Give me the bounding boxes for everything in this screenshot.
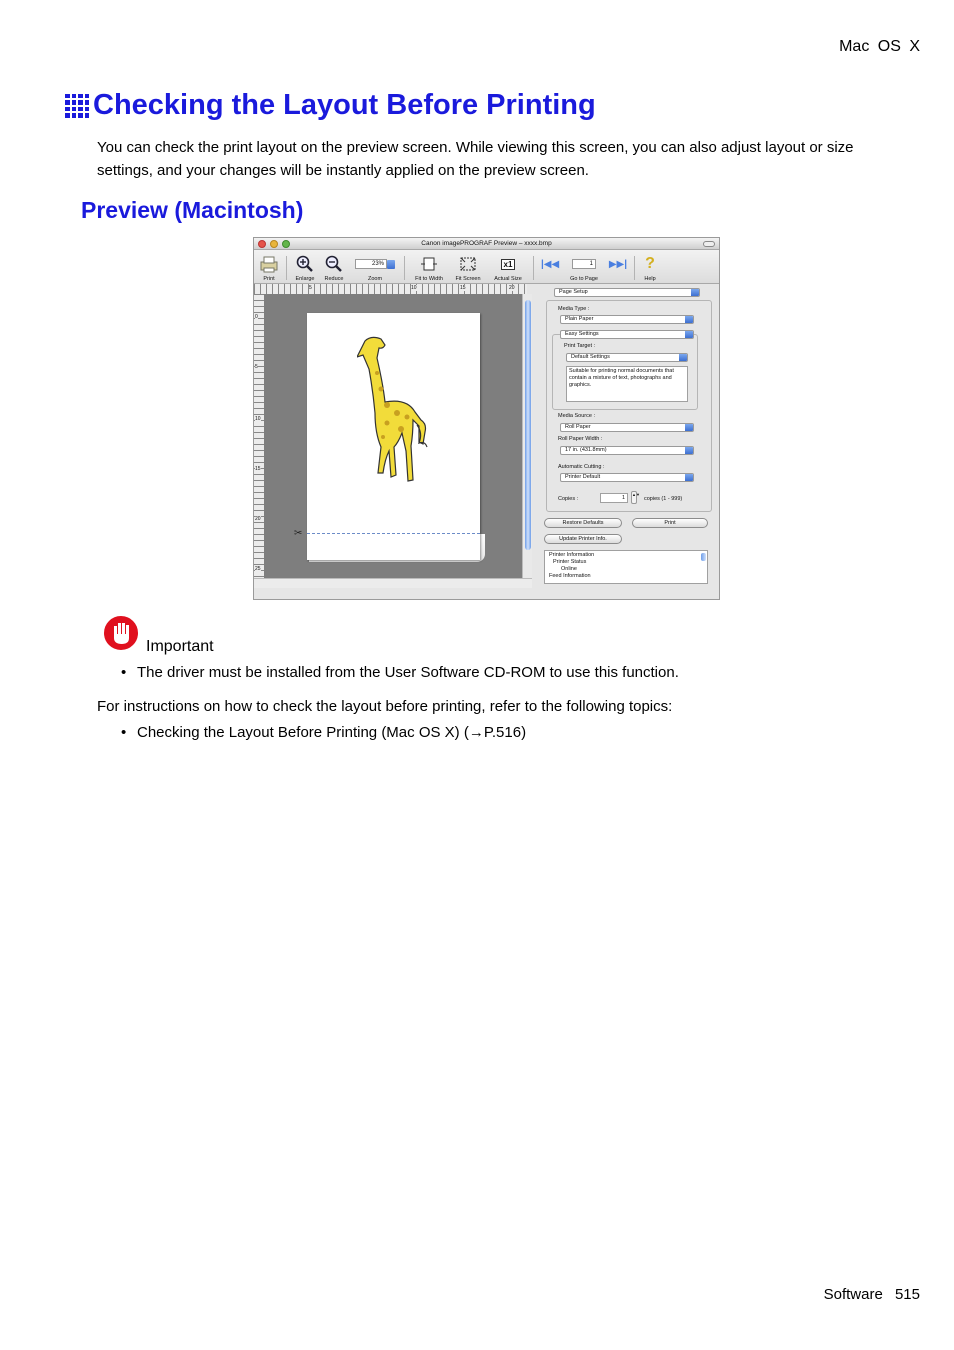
section-title: Preview (Macintosh)	[81, 197, 304, 223]
scissors-icon: ✂	[294, 528, 303, 539]
intro-paragraph: You can check the print layout on the preview screen. While viewing this screen, you can also adjust layout or size settings, and your changes will be instantly applied on the preview screen.	[97, 139, 854, 179]
print-button[interactable]: Print	[632, 518, 708, 528]
important-bullet: • The driver must be installed from the User Software CD-ROM to use this function.	[137, 662, 679, 684]
media-source-select[interactable]: Roll Paper	[560, 423, 694, 432]
page-title-text: Checking the Layout Before Printing	[93, 89, 596, 121]
page-number-field[interactable]: 1	[572, 259, 596, 269]
scroll-thumb[interactable]	[525, 300, 531, 550]
actual-size-icon: x1	[498, 254, 518, 274]
zoom-out-icon	[324, 254, 344, 274]
print-tool-button[interactable]: Print	[258, 254, 280, 282]
actual-size-button[interactable]: x1 Actual Size	[489, 254, 527, 282]
easy-settings-select[interactable]: Easy Settings	[560, 330, 694, 339]
roll-width-select[interactable]: 17 in. (431.8mm)	[560, 446, 694, 455]
update-printer-info-button[interactable]: Update Printer Info.	[544, 534, 622, 544]
last-page-icon[interactable]: ▶▶|	[608, 258, 627, 270]
print-target-select[interactable]: Default Settings	[566, 353, 688, 362]
info-scroll-thumb[interactable]	[701, 553, 706, 561]
vertical-scrollbar[interactable]	[522, 294, 532, 578]
section-grid-icon	[65, 94, 89, 118]
horizontal-ruler: 5 10 15 20	[254, 284, 527, 294]
window-titlebar	[254, 238, 719, 250]
zoom-field[interactable]: 23%	[355, 259, 387, 269]
copies-stepper-icon[interactable]: ▲▼	[631, 491, 637, 504]
zoom-control[interactable]: 23% Zoom	[353, 254, 397, 282]
topic-link[interactable]: • Checking the Layout Before Printing (Mac OS X) (→P.516)	[137, 722, 526, 744]
go-to-page-control[interactable]: |◀◀ 1 ▶▶| Go to Page	[541, 258, 627, 282]
giraffe-image	[357, 333, 429, 513]
copies-field[interactable]: 1	[600, 493, 628, 503]
enlarge-button[interactable]: Enlarge	[292, 254, 318, 282]
preview-page	[307, 313, 480, 560]
instructions-paragraph: For instructions on how to check the layout before printing, refer to the following topics:	[97, 698, 673, 715]
settings-panel: Page Setup Media Type : Plain Paper Easy Settings Print Target : Default Settings Suitable for printing normal documents that contain a mixture of text, photographs and graphics. Media Source : Roll Paper Roll Paper Width : 17 in. (431.8mm) Automatic Cutting : Printer Default Copies : 1 ▲▼ copies (1 - 999) Restore Defaults Print Update Printer Info. Printer Information Printer Status Online Feed Information	[542, 286, 720, 598]
help-button[interactable]: ? Help	[640, 254, 660, 282]
page-number: 515	[894, 1286, 920, 1303]
zoom-in-icon	[295, 254, 315, 274]
os-label: Mac OS X	[839, 38, 920, 55]
vertical-ruler: 0 5 10 15 20 25	[254, 294, 264, 578]
zoom-dropdown-icon[interactable]	[387, 260, 395, 269]
important-icon	[101, 613, 141, 653]
window-title: Canon imagePROGRAF Preview – xxxx.bmp	[421, 240, 552, 247]
page-footer	[824, 1286, 920, 1303]
printer-info-list: Printer Information Printer Status Online Feed Information	[544, 550, 708, 584]
horizontal-scrollbar[interactable]	[254, 578, 532, 588]
page-title	[65, 89, 596, 122]
toolbar-toggle-icon[interactable]	[703, 241, 715, 247]
help-icon: ?	[645, 255, 655, 272]
cut-line	[307, 533, 480, 534]
fit-width-icon	[419, 254, 439, 274]
fit-screen-button[interactable]: Fit Screen	[451, 254, 485, 282]
preview-screenshot	[253, 237, 720, 600]
fit-width-button[interactable]: Fit to Width	[409, 254, 449, 282]
important-label: Important	[146, 638, 214, 655]
auto-cut-select[interactable]: Printer Default	[560, 473, 694, 482]
print-target-description: Suitable for printing normal documents that contain a mixture of text, photographs and graphics.	[566, 366, 688, 402]
printer-icon	[259, 254, 279, 274]
footer-section: Software	[823, 1286, 883, 1303]
page-setup-select[interactable]: Page Setup	[554, 288, 700, 297]
first-page-icon[interactable]: |◀◀	[541, 258, 560, 270]
media-type-select[interactable]: Plain Paper	[560, 315, 694, 324]
fit-screen-icon	[458, 254, 478, 274]
restore-defaults-button[interactable]: Restore Defaults	[544, 518, 622, 528]
preview-toolbar	[254, 250, 719, 284]
reduce-button[interactable]: Reduce	[321, 254, 347, 282]
